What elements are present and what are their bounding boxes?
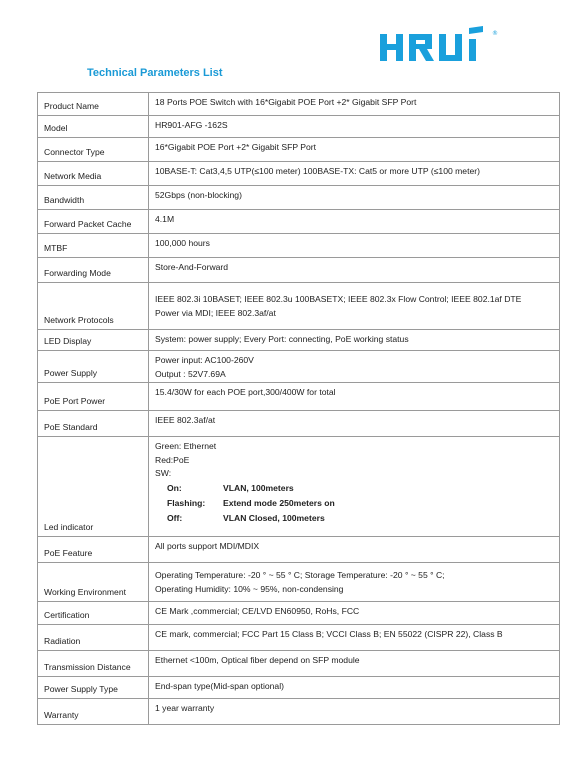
param-key: Working Environment <box>38 563 149 602</box>
technical-parameters-table <box>37 92 560 725</box>
param-key: Certification <box>38 602 149 625</box>
param-key: PoE Port Power <box>38 383 149 411</box>
param-value <box>149 537 560 563</box>
param-row <box>38 93 560 116</box>
param-row <box>38 330 560 351</box>
param-value-line: Store-And-Forward <box>155 262 229 272</box>
param-value <box>149 330 560 351</box>
param-key: Led indicator <box>38 437 149 537</box>
param-value <box>149 602 560 625</box>
param-key: Product Name <box>38 93 149 116</box>
param-row <box>38 234 560 258</box>
param-value-line: CE mark, commercial; FCC Part 15 Class B; VCCI Class B; EN 55022 (CISPR 22), Class B <box>155 629 503 639</box>
param-key: Network Media <box>38 162 149 186</box>
param-key: PoE Standard <box>38 411 149 437</box>
param-key: MTBF <box>38 234 149 258</box>
param-key: Forwarding Mode <box>38 258 149 283</box>
param-value-line: End-span type(Mid-span optional) <box>155 681 284 691</box>
param-value-line: HR901-AFG -162S <box>155 120 228 130</box>
param-value-line: System: power supply; Every Port: connecting, PoE working status <box>155 334 409 344</box>
section-title: Technical Parameters List <box>87 67 223 79</box>
param-value <box>149 651 560 677</box>
param-value-line: 52Gbps (non-blocking) <box>155 190 242 200</box>
param-row <box>38 411 560 437</box>
param-value-line: Red:PoE <box>155 454 190 465</box>
param-value-line: All ports support MDI/MDIX <box>155 541 260 551</box>
param-value <box>149 563 560 602</box>
param-key: Power Supply Type <box>38 677 149 699</box>
led-state-row <box>155 483 553 494</box>
param-value-line: Operating Temperature: -20 ° ~ 55 ° C; Storage Temperature: -20 ° ~ 55 ° C; <box>155 569 445 580</box>
param-value-line: 1 year warranty <box>155 703 215 713</box>
param-value <box>149 138 560 162</box>
led-state-row <box>155 513 553 524</box>
param-key: Bandwidth <box>38 186 149 210</box>
led-state-label: On: <box>167 483 182 494</box>
hrui-logo <box>378 26 502 68</box>
param-value <box>149 186 560 210</box>
param-value-line: 15.4/30W for each POE port,300/400W for total <box>155 387 336 397</box>
param-value-line: SW: <box>155 468 172 479</box>
param-key: Transmission Distance <box>38 651 149 677</box>
param-row <box>38 383 560 411</box>
param-row <box>38 651 560 677</box>
param-value <box>149 116 560 138</box>
param-value-line: 100,000 hours <box>155 238 210 248</box>
param-value-line: CE Mark ,commercial; CE/LVD EN60950, RoHs, FCC <box>155 606 360 616</box>
param-value-line: IEEE 802.3af/at <box>155 415 216 425</box>
param-value-line: Ethernet <100m, Optical fiber depend on SFP module <box>155 655 360 665</box>
param-value <box>149 677 560 699</box>
param-row <box>38 563 560 602</box>
param-value-line: Power via MDI; IEEE 802.3af/at <box>155 307 276 318</box>
param-row <box>38 602 560 625</box>
led-state-row <box>155 498 553 509</box>
led-state-label: Flashing: <box>167 497 206 508</box>
param-value-line: 10BASE-T: Cat3,4,5 UTP(≤100 meter) 100BASE-TX: Cat5 or more UTP (≤100 meter) <box>155 166 480 176</box>
param-value-line: Output : 52V7.69A <box>155 368 226 379</box>
param-key: LED Display <box>38 330 149 351</box>
param-key: Radiation <box>38 625 149 651</box>
param-row <box>38 677 560 699</box>
param-value <box>149 625 560 651</box>
param-value-line: Operating Humidity: 10% ~ 95%, non-condensing <box>155 583 344 594</box>
led-state-label: Off: <box>167 512 183 523</box>
registered-mark: ® <box>492 30 498 37</box>
param-value <box>149 234 560 258</box>
param-row <box>38 258 560 283</box>
param-key: Power Supply <box>38 351 149 383</box>
param-value <box>149 411 560 437</box>
param-value <box>149 210 560 234</box>
param-value <box>149 258 560 283</box>
param-key: Connector Type <box>38 138 149 162</box>
param-value <box>149 162 560 186</box>
param-row <box>38 210 560 234</box>
param-key: Model <box>38 116 149 138</box>
param-row <box>38 437 560 537</box>
param-row <box>38 116 560 138</box>
param-value-line: Green: Ethernet <box>155 441 217 451</box>
param-key: Network Protocols <box>38 283 149 330</box>
param-key: PoE Feature <box>38 537 149 563</box>
param-key: Forward Packet Cache <box>38 210 149 234</box>
param-row <box>38 351 560 383</box>
param-key: Warranty <box>38 699 149 725</box>
param-row <box>38 186 560 210</box>
param-value-line: 4.1M <box>155 214 175 224</box>
param-row <box>38 283 560 330</box>
param-value-line: 16*Gigabit POE Port +2* Gigabit SFP Port <box>155 142 317 152</box>
param-row <box>38 162 560 186</box>
param-value <box>149 351 560 383</box>
param-value-line: Power input: AC100-260V <box>155 355 254 365</box>
param-value <box>149 383 560 411</box>
param-value-line: 18 Ports POE Switch with 16*Gigabit POE Port +2* Gigabit SFP Port <box>155 97 417 107</box>
led-state-text: VLAN Closed, 100meters <box>223 512 325 523</box>
param-value <box>149 699 560 725</box>
param-row <box>38 537 560 563</box>
param-value <box>149 93 560 116</box>
param-row <box>38 699 560 725</box>
led-state-text: VLAN, 100meters <box>223 483 294 494</box>
param-row <box>38 625 560 651</box>
param-value-line: IEEE 802.3i 10BASET; IEEE 802.3u 100BASETX; IEEE 802.3x Flow Control; IEEE 802.1af DTE <box>155 293 522 304</box>
param-value <box>149 283 560 330</box>
led-state-text: Extend mode 250meters on <box>223 497 335 508</box>
param-row <box>38 138 560 162</box>
param-value <box>149 437 560 537</box>
